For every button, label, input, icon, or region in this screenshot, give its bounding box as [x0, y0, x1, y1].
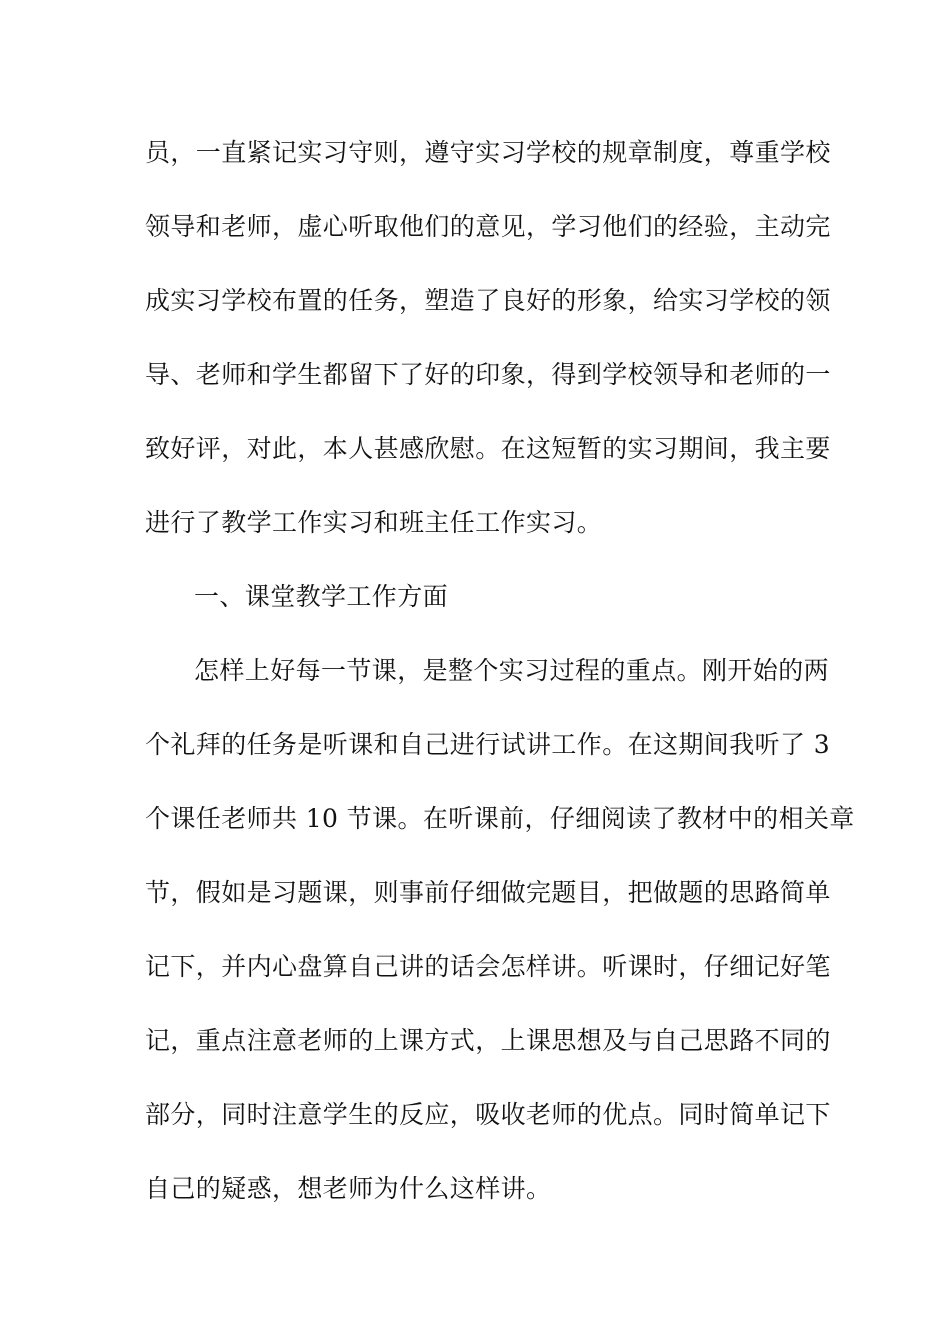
paragraph-line: 领导和老师，虚心听取他们的意见，学习他们的经验，主动完 [145, 212, 831, 241]
paragraph-line: 成实习学校布置的任务，塑造了良好的形象，给实习学校的领 [145, 286, 831, 315]
paragraph-line: 致好评，对此，本人甚感欣慰。在这短暂的实习期间，我主要 [145, 434, 831, 463]
paragraph-line: 导、老师和学生都留下了好的印象，得到学校领导和老师的一 [145, 360, 831, 389]
paragraph-line: 个礼拜的任务是听课和自己进行试讲工作。在这期间我听了 3 [145, 730, 831, 759]
section-heading: 一、课堂教学工作方面 [194, 582, 449, 611]
paragraph-line: 记，重点注意老师的上课方式，上课思想及与自己思路不同的 [145, 1026, 831, 1055]
paragraph-line: 员，一直紧记实习守则，遵守实习学校的规章制度，尊重学校 [145, 138, 831, 167]
paragraph-line: 个课任老师共 10 节课。在听课前，仔细阅读了教材中的相关章 [145, 804, 855, 833]
paragraph-line: 记下，并内心盘算自己讲的话会怎样讲。听课时，仔细记好笔 [145, 952, 831, 981]
paragraph-line: 自己的疑惑，想老师为什么这样讲。 [145, 1174, 552, 1203]
paragraph-line: 进行了教学工作实习和班主任工作实习。 [145, 508, 603, 537]
paragraph-line: 部分，同时注意学生的反应，吸收老师的优点。同时简单记下 [145, 1100, 831, 1129]
paragraph-line: 节，假如是习题课，则事前仔细做完题目，把做题的思路简单 [145, 878, 831, 907]
paragraph-line: 怎样上好每一节课，是整个实习过程的重点。刚开始的两 [194, 656, 830, 685]
